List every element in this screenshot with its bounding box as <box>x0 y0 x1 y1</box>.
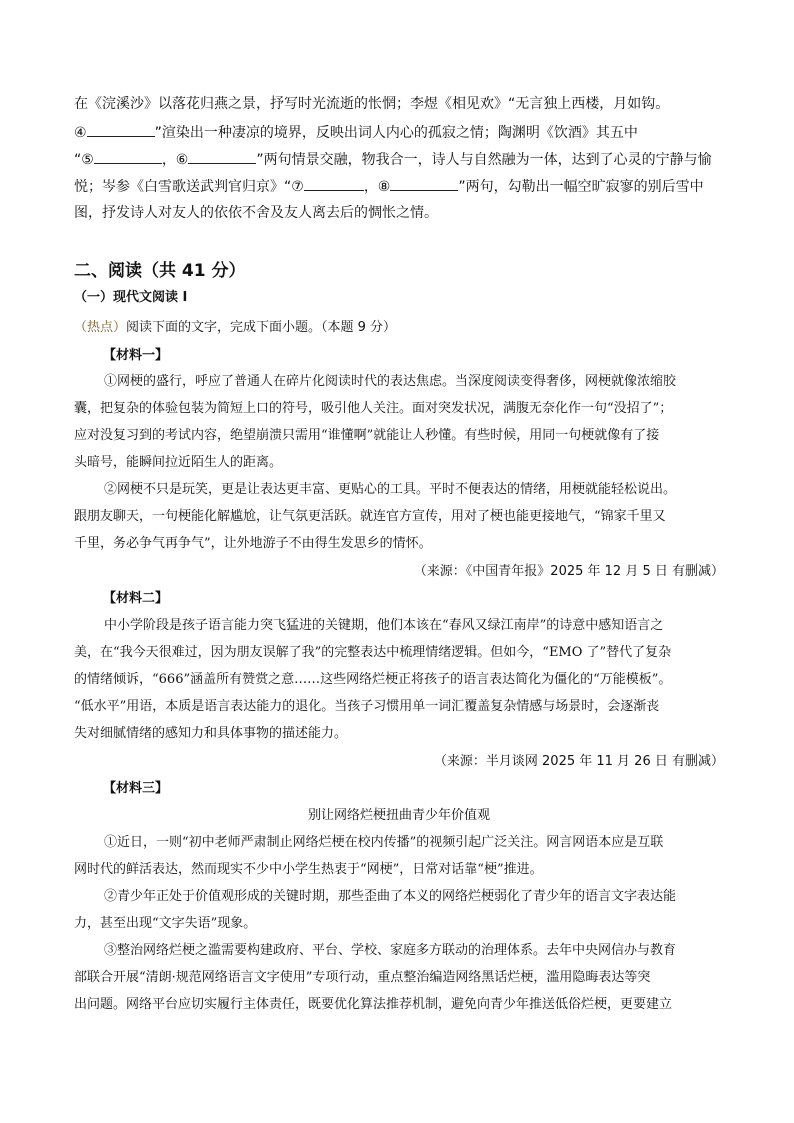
material2-p1-line: 中小学阶段是孩子语言能力突飞猛进的关键期，他们本该在“春风又绿江南岸”的诗意中感知语言之 <box>104 618 664 633</box>
material3-p3-line: 出问题。网络平台应切实履行主体责任，既要优化算法推荐机制，避免向青少年推送低俗烂梗，更要建立 <box>74 997 673 1012</box>
material1-source: （来源：《中国青年报》2025 年 12 月 5 日 有删减） <box>413 564 724 579</box>
blank-label-4: ④ <box>74 125 87 141</box>
material1-p2-line: 跟朋友聊天，一句梗能化解尴尬，让气氛更活跃。就连官方宣传，用对了梗也能更接地气，“锦家千里又 <box>74 509 666 524</box>
material1-p1-line: 囊，把复杂的体验包装为简短上口的符号，吸引他人关注。面对突发状况，满腹无奈化作一句“没招了”； <box>74 401 673 416</box>
instruction-text: 阅读下面的文字，完成下面小题。（本题 9 分） <box>126 320 397 335</box>
hot-tag: （热点） <box>74 320 127 335</box>
material2-p1-line: 美，在“我今天很难过，因为朋友误解了我”的完整表达中梳理情绪逻辑。但如今，“EMO 了”替代了复杂 <box>74 645 672 660</box>
poem-text: ”渲染出一种凄凉的境界，反映出词人内心的孤寂之情；陶渊明《饮酒》其五中 <box>154 125 638 141</box>
material3-p3-line: ③整治网络烂梗之滥需要构建政府、平台、学校、家庭多方联动的治理体系。去年中央网信办与教育 <box>104 943 677 958</box>
poem-text: ”两句，勾勒出一幅空旷寂寥的别后雪中 <box>458 179 704 195</box>
material3-p1-line: 网时代的鲜活表达，然而现实不少中小学生热衷于“网梗”，日常对话靠“梗”推进。 <box>74 862 543 877</box>
material1-p1-line: 应对没复习到的考试内容，绝望崩溃只需用“谁懂啊”就能让人秒懂。有些时候，用同一句梗就像有了接 <box>74 428 660 443</box>
instruction <box>74 318 396 338</box>
poem-line-2 <box>74 122 638 143</box>
material3-p1-line: ①近日，一则“初中老师严肃制止网络烂梗在校内传播”的视频引起广泛关注。网言网语本应是互联 <box>104 835 664 850</box>
material1-p1-line: 头暗号，能瞬间拉近陌生人的距离。 <box>74 455 283 470</box>
blank-label-5: “⑤ <box>74 152 94 168</box>
material1-p1-line: ①网梗的盛行，呼应了普通人在碎片化阅读时代的表达焦虑。当深度阅读变得奢侈，网梗就像浓缩胶 <box>104 374 677 389</box>
fill-blank-5[interactable] <box>94 149 162 164</box>
poem-line-3 <box>74 149 712 170</box>
material2-p1-line: “低水平”用语，本质是语言表达能力的退化。当孩子习惯用单一词汇覆盖复杂情感与场景时，会逐渐丧 <box>74 699 660 714</box>
material2-source: （来源：半月谈网 2025 年 11 月 26 日 有删减） <box>433 754 724 769</box>
material2-p1-line: 失对细腻情绪的感知力和具体事物的描述能力。 <box>74 726 348 741</box>
fill-blank-6[interactable] <box>188 149 256 164</box>
poem-line-4 <box>74 176 704 197</box>
material3-p3-line: 部联合开展“清朗·规范网络语言文字使用”专项行动，重点整治编造网络黑话烂梗，滥用隐晦表达等突 <box>74 970 651 985</box>
fill-blank-7[interactable] <box>304 176 364 191</box>
material2-p1-line: 的情绪倾诉，“666”涵盖所有赞赏之意……这些网络烂梗正将孩子的语言表达简化为僵化的“万能模板”。 <box>74 672 672 687</box>
blank-label-6: ，⑥ <box>161 152 189 168</box>
blank-label-7: 悦；岑参《白雪歌送武判官归京》“⑦ <box>74 179 304 195</box>
blank-label-8: ，⑧ <box>363 179 391 195</box>
fill-blank-4[interactable] <box>87 122 155 137</box>
material3-p2-line: ②青少年正处于价值观形成的关键时期，那些歪曲了本义的网络烂梗弱化了青少年的语言文字表达能 <box>104 889 677 904</box>
material1-label: 【材料一】 <box>103 348 169 363</box>
material1-p2-line: ②网梗不只是玩笑，更是让表达更丰富、更贴心的工具。平时不便表达的情绪，用梗就能轻松说出。 <box>104 482 677 497</box>
material3-title: 别让网络烂梗扭曲青少年价值观 <box>307 808 490 823</box>
material3-p2-line: 力，甚至出现“文字失语”现象。 <box>74 916 257 931</box>
poem-line-5: 图，抒发诗人对友人的依依不舍及友人离去后的惆怅之情。 <box>74 205 438 221</box>
material1-p2-line: 千里，务必争气再争气”，让外地游子不由得生发思乡的情怀。 <box>74 536 432 551</box>
material3-label: 【材料三】 <box>103 781 169 796</box>
fill-blank-8[interactable] <box>390 176 458 191</box>
subsection-title: （一）现代文阅读 I <box>74 290 188 305</box>
poem-line-1: 在《浣溪沙》以落花归燕之景，抒写时光流逝的怅惘；李煜《相见欢》“无言独上西楼，月如钩。 <box>74 96 670 112</box>
material2-label: 【材料二】 <box>103 591 169 606</box>
section-title: 二、阅读（共 41 分） <box>74 261 246 281</box>
poem-text: ”两句情景交融，物我合一，诗人与自然融为一体，达到了心灵的宁静与愉 <box>256 152 712 168</box>
